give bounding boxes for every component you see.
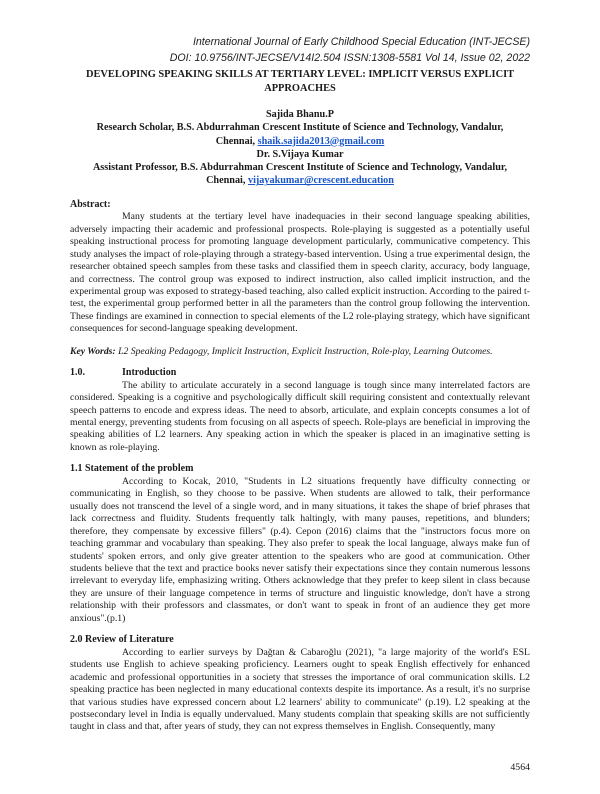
section-review-of-literature	[70, 634, 530, 734]
author-email-link[interactable]: shaik.sajida2013@gmail.com	[257, 135, 385, 147]
section-statement-of-problem	[70, 463, 530, 625]
section-heading: Introduction	[122, 367, 177, 379]
section-introduction	[70, 367, 530, 454]
abstract-text: Many students at the tertiary level have inadequacies in their second language speaking abilities, adversely impacting their academic and professional prospects. Role-playing is suggested as a potentially useful speaking instructional process for promoting language development particularly, communicative competency. This study analyses the impact of role-playing through a strategy-based intervention. Using a true experimental design, the researcher obtained speech samples from these tasks and classified them in speech clarity, accuracy, body language, and correctness. The control group was exposed to indirect instruction, also called implicit instruction, and the experimental group was exposed to strategy-based teaching, also called explicit instruction. According to the paired t-test, the experimental group performed better in all the parameters than the control group following the intervention. These findings are examined in connection to special elements of the L2 role-playing strategy, which have significant consequences for second-language speaking development.	[70, 211, 530, 335]
abstract	[70, 199, 530, 336]
section-text: The ability to articulate accurately in a second language is tough since many interrelated factors are considered. Speaking is a cognitive and psychologically difficult skill requiring consistent and contextually relevant speech patterns to encode and express ideas. The need to absorb, articulate, and explain concepts consumes a lot of mental energy, preventing students from focusing on all aspects of speech. Role-plays are beneficial in improving the speaking abilities of L2 learners. Any speaking action in which the speaker is placed in an imaginative setting is known as role-playing.	[70, 379, 530, 453]
author-affiliation: Assistant Professor, B.S. Abdurrahman Crescent Institute of Science and Technology, Vandalur,	[92, 162, 508, 174]
section-heading: 1.1 Statement of the problem	[70, 463, 194, 475]
paper-title	[60, 68, 540, 95]
section-text: According to earlier surveys by Dağtan & Cabaroğlu (2021), "a large majority of the world's ESL students use English to achieve speaking proficiency. Learners ought to speak English effectively for enhanced academic and professional opportunities in a society that stresses the importance of oral communication skills. L2 speaking practice has been neglected in many educational contexts despite its importance. As a result, it's no surprise that various studies have expressed concern about L2 learners' ability to communicate" (p.19). L2 speaking at the postsecondary level in India is equally undervalued. Many students complain that speaking skills are not sufficiently taught in class and that, after years of study, they can not express themselves in English. Consequently, many	[70, 646, 530, 733]
title-line: APPROACHES	[264, 82, 336, 94]
keywords	[70, 346, 530, 358]
page-number: 4564	[510, 761, 530, 773]
author-email-link[interactable]: vijayakumar@crescent.education	[247, 175, 394, 187]
author-block	[50, 108, 550, 188]
author-name: Sajida Bhanu.P	[266, 109, 334, 120]
section-heading: 2.0 Review of Literature	[70, 634, 174, 646]
title-line: DEVELOPING SPEAKING SKILLS AT TERTIARY LEVEL: IMPLICIT VERSUS EXPLICIT	[85, 69, 515, 80]
keywords-label: Key Words:	[70, 345, 116, 357]
section-text: According to Kocak, 2010, "Students in L2 situations frequently have difficulty connecting or communicating in English, so they choose to be passive. When students are allowed to talk, their performance usually does not transcend the level of a single word, and in many situations, it takes the shape of brief phrases that lack correctness and fluidity. Students frequently talk haltingly, with many pauses, repetitions, and blunders; therefore, they compensate by excessive fillers" (p.4). Cepon (2016) claims that the "instructors focus more on teaching grammar and vocabulary than speaking. They also prefer to speak the local language, always make fun of students' spoken errors, and only give greater attention to the speakers who are good at communication. Other students believe that the text and practice books never satisfy their expectations since they contain numerous lessons irrelevant to everyday life, emphasizing writing. Others acknowledge that they prefer to keep silent in class because they are unsure of their language competence in terms of structure and linguistic knowledge, don't have a strong relationship with their professors and classmates, or don't want to speak in front of an audience they get more anxious".(p.1)	[70, 475, 530, 624]
author-affiliation: Research Scholar, B.S. Abdurrahman Crescent Institute of Science and Technology, Vandalur,	[96, 122, 504, 134]
author-city: Chennai,	[206, 175, 248, 187]
author-city: Chennai,	[215, 135, 258, 147]
abstract-heading: Abstract:	[70, 198, 111, 210]
journal-name: International Journal of Early Childhood Special Education (INT-JECSE)	[192, 36, 530, 48]
keywords-text: L2 Speaking Pedagogy, Implicit Instruction, Explicit Instruction, Role-play, Learning Outcomes.	[115, 345, 493, 357]
doi-line: DOI: 10.9756/INT-JECSE/V14I2.504 ISSN:1308-5581 Vol 14, Issue 02, 2022	[169, 52, 530, 64]
author-name: Dr. S.Vijaya Kumar	[256, 148, 344, 160]
running-header	[70, 34, 530, 66]
section-number: 1.0.	[70, 367, 85, 379]
